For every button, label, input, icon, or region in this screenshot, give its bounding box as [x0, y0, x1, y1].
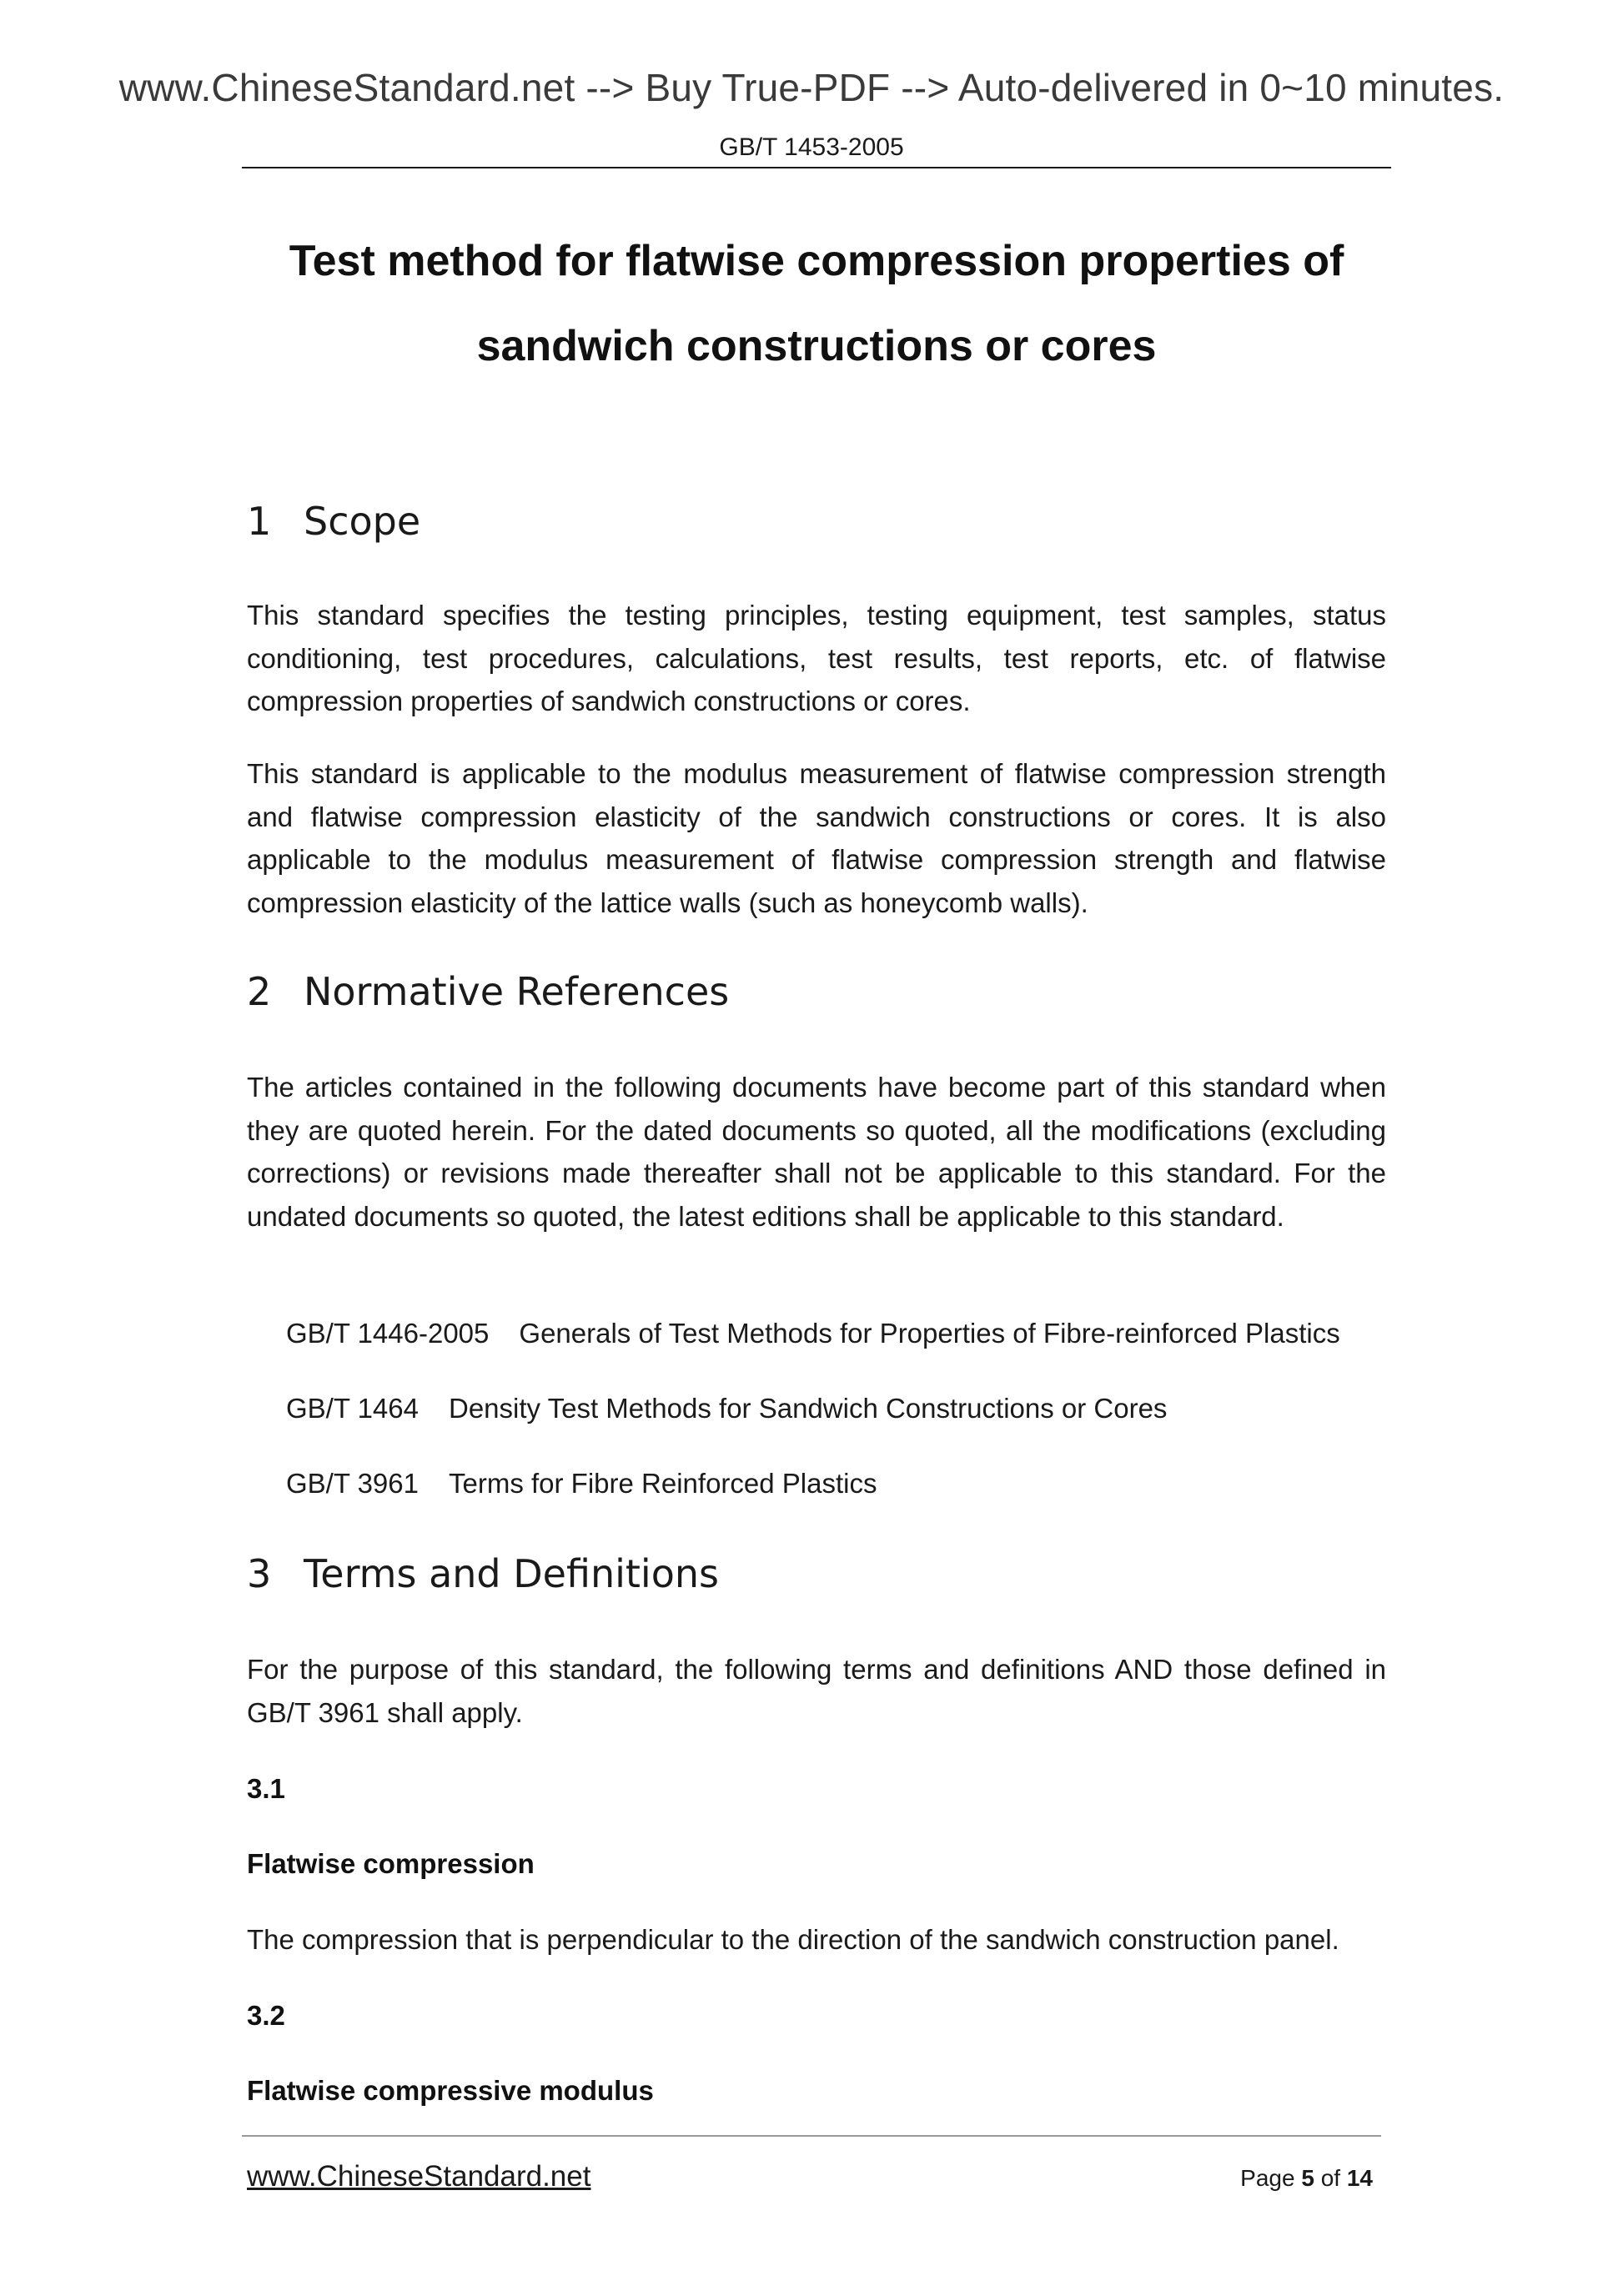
- section-title: Normative References: [304, 969, 730, 1014]
- page-indicator: [1240, 2165, 1373, 2192]
- page-total: 14: [1346, 2165, 1373, 2191]
- term-definition: The compression that is perpendicular to the direction of the sandwich construction panel.: [247, 1924, 1339, 1955]
- title-line-2: sandwich constructions or cores: [476, 322, 1157, 370]
- section-number: 2: [247, 969, 272, 1014]
- section-title: Scope: [304, 499, 421, 544]
- reference-item: [286, 1318, 1340, 1349]
- reference-title: Generals of Test Methods for Properties of Fibre-reinforced Plastics: [519, 1318, 1340, 1349]
- title-line-1: Test method for flatwise compression properties of: [289, 237, 1344, 285]
- references-intro-paragraph: The articles contained in the following documents have become part of this standard when they are quoted herein. For the dated documents so quoted, all the modifications (excluding corrections) or revisions made thereafter shall not be applicable to this standard. For the undated documents so quoted, the latest editions shall be applicable to this standard.: [247, 1072, 1386, 1232]
- section-heading-normative-references: [247, 969, 729, 1014]
- reference-code: GB/T 1464: [286, 1393, 419, 1424]
- terms-intro-paragraph: For the purpose of this standard, the following terms and definitions AND those defined in GB/T 3961 shall apply.: [247, 1654, 1386, 1728]
- reference-title: Terms for Fibre Reinforced Plastics: [449, 1468, 877, 1499]
- footer-website-link[interactable]: www.ChineseStandard.net: [247, 2160, 591, 2193]
- top-banner[interactable]: www.ChineseStandard.net --> Buy True-PDF --> Auto-delivered in 0~10 minutes.: [118, 66, 1505, 109]
- section-number: 3: [247, 1551, 272, 1596]
- reference-item: [286, 1468, 877, 1500]
- scope-paragraph-2: This standard is applicable to the modulus measurement of flatwise compression strength and flatwise compression elasticity of the sandwich constructions or cores. It is also applicable to the modulus measurement of flatwise compression strength and flatwise compression elasticity of the lattice walls (such as honeycomb walls).: [247, 758, 1386, 918]
- reference-item: [286, 1393, 1167, 1424]
- header-divider: [242, 167, 1391, 168]
- term-name: Flatwise compressive modulus: [247, 2075, 654, 2106]
- section-number: 1: [247, 499, 272, 544]
- scope-paragraph-1: This standard specifies the testing principles, testing equipment, test samples, status conditioning, test procedures, calculations, test results, test reports, etc. of flatwise compression properties of sandwich constructions or cores.: [247, 600, 1386, 716]
- section-title: Terms and Definitions: [304, 1551, 719, 1596]
- page-label: Page: [1240, 2165, 1295, 2191]
- term-name: Flatwise compression: [247, 1848, 535, 1879]
- term-number: 3.1: [247, 1773, 285, 1804]
- section-heading-terms-and-definitions: [247, 1551, 719, 1596]
- reference-title: Density Test Methods for Sandwich Constructions or Cores: [449, 1393, 1168, 1424]
- section-heading-scope: [247, 499, 420, 544]
- term-number: 3.2: [247, 2000, 285, 2031]
- header-standard-code: GB/T 1453-2005: [719, 133, 904, 161]
- footer-divider: [242, 2135, 1381, 2137]
- page-of-label: of: [1320, 2165, 1341, 2191]
- document-title: [242, 219, 1391, 389]
- reference-code: GB/T 3961: [286, 1468, 419, 1499]
- reference-code: GB/T 1446-2005: [286, 1318, 490, 1349]
- page-current: 5: [1301, 2165, 1314, 2191]
